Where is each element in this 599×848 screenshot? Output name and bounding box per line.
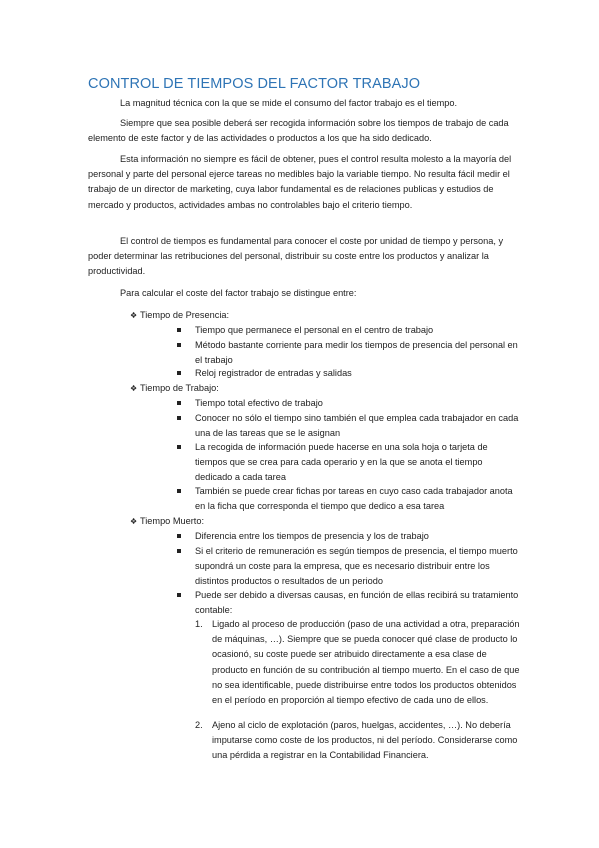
list-item: La recogida de información puede hacerse en una sola hoja o tarjeta de tiempos que se crea para cada operario y en la que se anota el tiempo dedicado a cada tarea (195, 440, 520, 486)
square-bullet-icon (177, 371, 181, 375)
numbered-item: 2. Ajeno al ciclo de explotación (paros, huelgas, accidentes, …). No debería imputarse como coste de los productos, ni del período. Considerarse como una pérdida a registrar en la Contabilidad Financiera. (195, 720, 518, 761)
square-bullet-icon (177, 328, 181, 332)
list-item: Tiempo total efectivo de trabajo (195, 396, 520, 411)
list-item: Puede ser debido a diversas causas, en función de ellas recibirá su tratamiento contable: (195, 588, 520, 618)
list-item: ❖ Tiempo de Presencia: (140, 308, 520, 323)
diamond-bullet-icon: ❖ (130, 311, 138, 320)
square-bullet-icon (177, 401, 181, 405)
numbered-item: 1. Ligado al proceso de producción (paso de una actividad a otra, preparación de máquinas, …). Siempre que se pueda conocer qué clase de producto lo ocasionó, su coste puede ser atribuido directamente a esa clase de producto en función de su contribución al tiempo muerto. En el caso de que no sea identificable, puede distribuirse entre todos los productos obtenidos en el período en proporción al tiempo efectivo de cada uno de ellos. (195, 619, 520, 706)
paragraph: Esta información no siempre es fácil de obtener, pues el control resulta molesto a la mayoría del personal y parte del personal ejerce tareas no medibles bajo la variable tiempo. No resulta fácil medir el trabajo de un director de marketing, cuya labor fundamental es de relaciones publicas y estudios de mercado y productos, actividades ambas no controlables bajo el criterio tiempo. (88, 154, 512, 210)
square-bullet-icon (177, 593, 181, 597)
list-item: ❖ Tiempo de Trabajo: (140, 381, 520, 396)
item-number: 2. (195, 720, 203, 730)
square-bullet-icon (177, 416, 181, 420)
square-bullet-icon (177, 343, 181, 347)
list-item: Tiempo que permanece el personal en el centro de trabajo (195, 323, 520, 338)
diamond-bullet-icon: ❖ (130, 517, 138, 526)
paragraph: El control de tiempos es fundamental para conocer el coste por unidad de tiempo y persona, y poder determinar las retribuciones del personal, distribuir su coste entre los productos y analizar la productividad. (88, 236, 504, 277)
diamond-bullet-icon: ❖ (130, 384, 138, 393)
paragraph: Siempre que sea posible deberá ser recogida información sobre los tiempos de trabajo de cada elemento de este factor y de las actividades o productos a los que ha sido dedicado. (88, 118, 509, 144)
list-item: Si el criterio de remuneración es según tiempos de presencia, el tiempo muerto supondrá un coste para la empresa, que es necesario distribuir entre los distintos productos o resultados de un periodo (195, 544, 520, 590)
list-item: Método bastante corriente para medir los tiempos de presencia del personal en el trabajo (195, 338, 520, 368)
list-item: Conocer no sólo el tiempo sino también el que emplea cada trabajador en cada una de las tareas que se le asignan (195, 411, 520, 441)
paragraph: La magnitud técnica con la que se mide el consumo del factor trabajo es el tiempo. (120, 98, 458, 108)
paragraph: Para calcular el coste del factor trabajo se distingue entre: (120, 288, 357, 298)
list-item: También se puede crear fichas por tareas en cuyo caso cada trabajador anota en la ficha que corresponda el tiempo que dedico a esa tarea (195, 484, 520, 514)
page-title: CONTROL DE TIEMPOS DEL FACTOR TRABAJO (88, 76, 421, 92)
square-bullet-icon (177, 489, 181, 493)
square-bullet-icon (177, 549, 181, 553)
square-bullet-icon (177, 445, 181, 449)
item-number: 1. (195, 619, 203, 629)
list-item: Diferencia entre los tiempos de presencia y los de trabajo (195, 529, 520, 544)
list-item: ❖ Tiempo Muerto: (140, 514, 520, 529)
square-bullet-icon (177, 534, 181, 538)
list-item: Reloj registrador de entradas y salidas (195, 366, 520, 381)
